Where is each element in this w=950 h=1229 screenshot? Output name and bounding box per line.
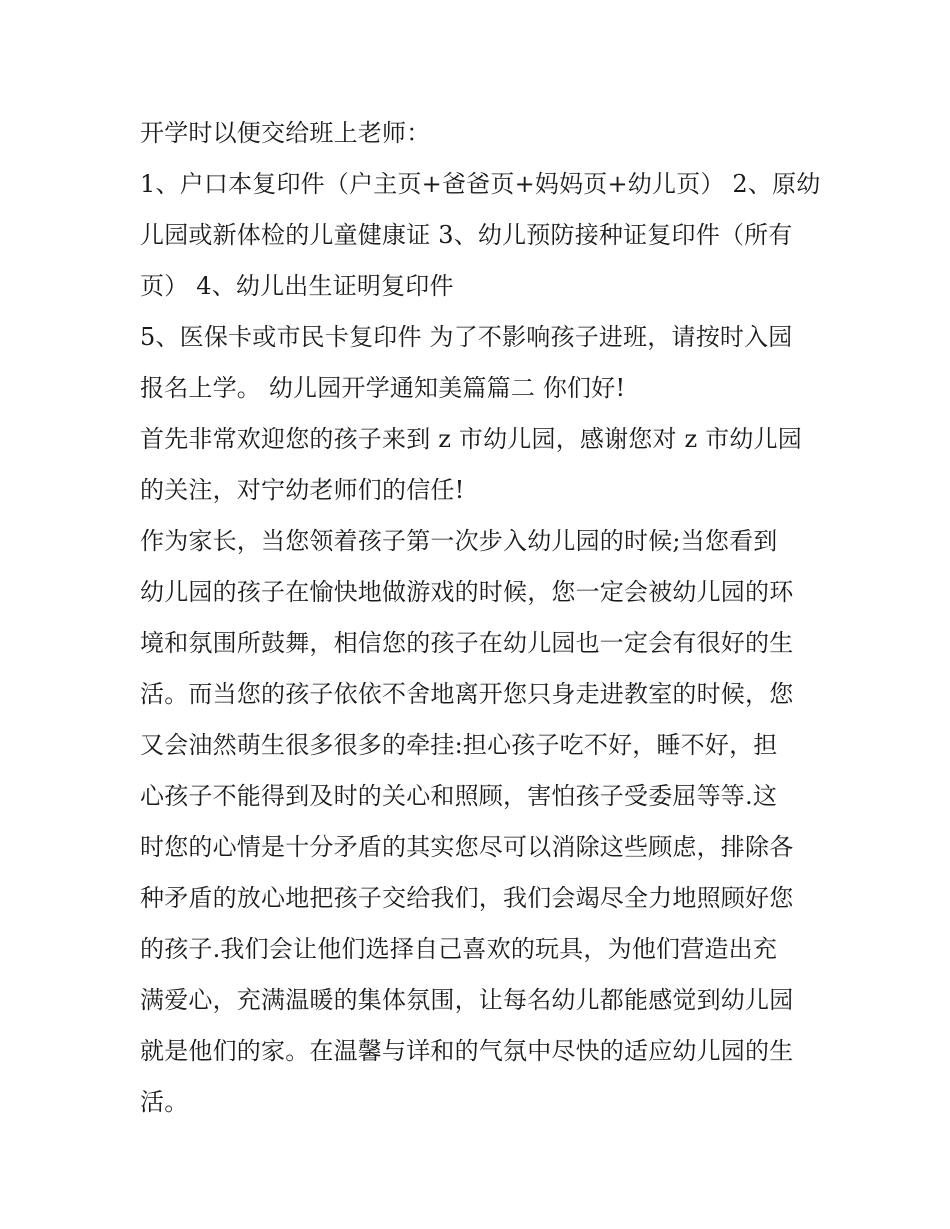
- text-line: 时您的心情是十分矛盾的其实您尽可以消除这些顾虑，排除各: [140, 833, 794, 861]
- text-line: 报名上学。 幼儿园开学通知美篇篇二 你们好!: [140, 374, 626, 402]
- text-line: 的孩子.我们会让他们选择自己喜欢的玩具，为他们营造出充: [140, 935, 778, 963]
- text-line: 又会油然萌生很多很多的牵挂:担心孩子吃不好，睡不好，担: [140, 731, 778, 759]
- text-line: 1、户口本复印件（户主页+爸爸页+妈妈页+幼儿页） 2、原幼: [140, 170, 821, 198]
- document-body: [140, 108, 830, 1128]
- text-line: 开学时以便交给班上老师：: [140, 119, 431, 147]
- text-line: 心孩子不能得到及时的关心和照顾，害怕孩子受委屈等等.这: [140, 782, 778, 810]
- text-line: 作为家长，当您领着孩子第一次步入幼儿园的时候;当您看到: [140, 527, 778, 555]
- text-line: 满爱心，充满温暖的集体氛围，让每名幼儿都能感觉到幼儿园: [140, 986, 794, 1014]
- text-line: 幼儿园的孩子在愉快地做游戏的时候，您一定会被幼儿园的环: [140, 578, 794, 606]
- text-line: 5、医保卡或市民卡复印件 为了不影响孩子进班，请按时入园: [140, 323, 793, 351]
- text-line: 首先非常欢迎您的孩子来到 z 市幼儿园，感谢您对 z 市幼儿园: [140, 425, 803, 453]
- text-line: 活。而当您的孩子依依不舍地离开您只身走进教室的时候，您: [140, 680, 794, 708]
- text-line: 就是他们的家。在温馨与详和的气氛中尽快的适应幼儿园的生: [140, 1037, 794, 1065]
- text-line: 儿园或新体检的儿童健康证 3、幼儿预防接种证复印件（所有: [140, 221, 793, 249]
- text-line: 页） 4、幼儿出生证明复印件: [140, 272, 454, 300]
- text-line: 的关注，对宁幼老师们的信任!: [140, 476, 465, 504]
- text-line: 活。: [140, 1088, 189, 1116]
- text-line: 种矛盾的放心地把孩子交给我们，我们会竭尽全力地照顾好您: [140, 884, 794, 912]
- text-line: 境和氛围所鼓舞，相信您的孩子在幼儿园也一定会有很好的生: [140, 629, 794, 657]
